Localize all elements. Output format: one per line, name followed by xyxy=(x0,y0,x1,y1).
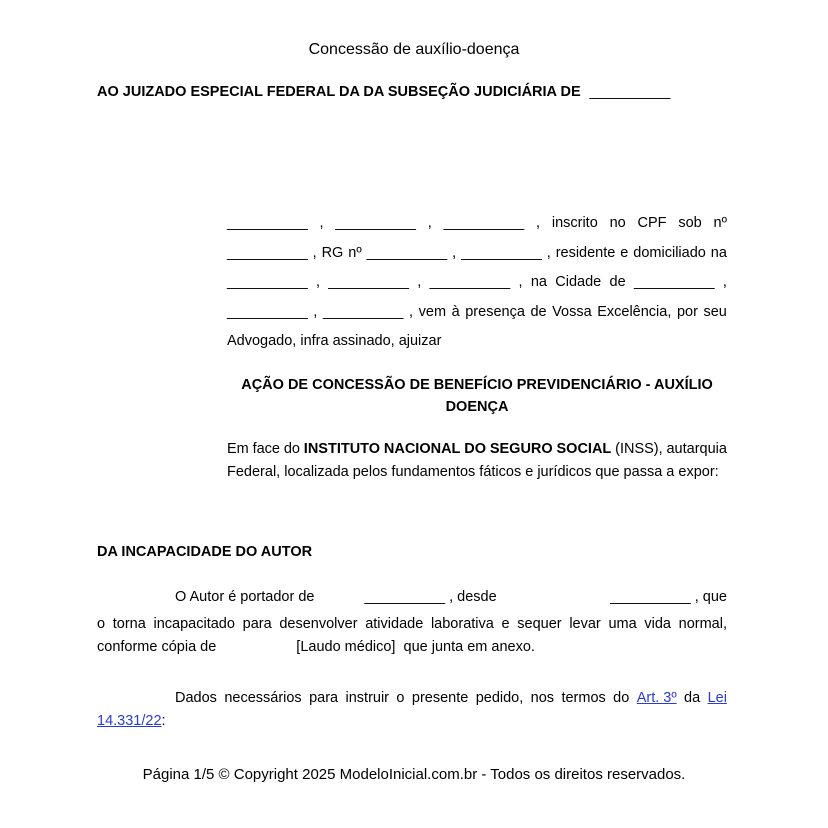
incapacidade-line3 xyxy=(97,636,727,659)
incapacidade-paragraph xyxy=(97,583,727,659)
link-lei-14331[interactable]: 14.331/22 xyxy=(97,712,162,729)
incapacidade-line2: o torna incapacitado para desenvolver atividade laborativa e sequer levar uma vida normal, xyxy=(97,615,727,632)
dados-paragraph xyxy=(97,687,727,732)
qualification-line: __________ , __________ , __________ , na Cidade de __________ , xyxy=(227,274,727,291)
autor-blank-que: __________ , que xyxy=(610,589,727,605)
page-footer: Página 1/5 © Copyright 2025 ModeloInicial.com.br - Todos os direitos reservados. xyxy=(142,766,686,783)
dados-line2 xyxy=(97,710,727,733)
emface-line1: Em face do INSTITUTO NACIONAL DO SEGURO SOCIAL (INSS), autarquia xyxy=(227,441,727,457)
addressee-text: AO JUIZADO ESPECIAL FEDERAL DA DA SUBSEÇÃO JUDICIÁRIA DE xyxy=(97,84,581,100)
addressee-line xyxy=(97,83,777,101)
emface-paragraph xyxy=(227,438,727,484)
qualification-paragraph xyxy=(227,209,727,357)
anexo-text: que junta em anexo. xyxy=(395,638,535,655)
laudo-medico-placeholder: [Laudo médico] xyxy=(296,638,396,655)
document-title: Concessão de auxílio-doença xyxy=(308,41,520,58)
dados-line1: Dados necessários para instruir o presente pedido, nos termos do Art. 3º da Lei xyxy=(97,687,727,710)
action-title-line1: AÇÃO DE CONCESSÃO DE BENEFÍCIO PREVIDENCIÁRIO - AUXÍLIO xyxy=(241,377,713,393)
qualification-line: __________ , __________ , __________ , inscrito no CPF sob nº xyxy=(227,215,727,231)
qualification-line: __________ , RG nº __________ , __________ , residente e domiciliado na xyxy=(227,244,727,261)
link-art-3[interactable]: Art. 3º xyxy=(636,690,677,706)
emface-line2: Federal, localizada pelos fundamentos fáticos e jurídicos que passa a expor: xyxy=(227,464,719,480)
qualification-line: __________ , __________ , vem à presença de Vossa Excelência, por seu xyxy=(227,303,727,320)
section-title-incapacidade: DA INCAPACIDADE DO AUTOR xyxy=(97,544,313,560)
conforme-text: conforme cópia de xyxy=(97,638,217,655)
colon-text: : xyxy=(161,712,166,729)
autor-line-text: O Autor é portador de xyxy=(175,589,315,605)
action-title xyxy=(227,374,727,418)
addressee-blank-field: __________ xyxy=(589,84,671,100)
autor-line xyxy=(97,583,727,613)
link-lei[interactable]: Lei xyxy=(707,690,727,706)
action-title-line2: DOENÇA xyxy=(445,399,509,415)
qualification-line: Advogado, infra assinado, ajuizar xyxy=(227,333,442,350)
autor-blank-desde: __________ , desde xyxy=(364,589,497,605)
